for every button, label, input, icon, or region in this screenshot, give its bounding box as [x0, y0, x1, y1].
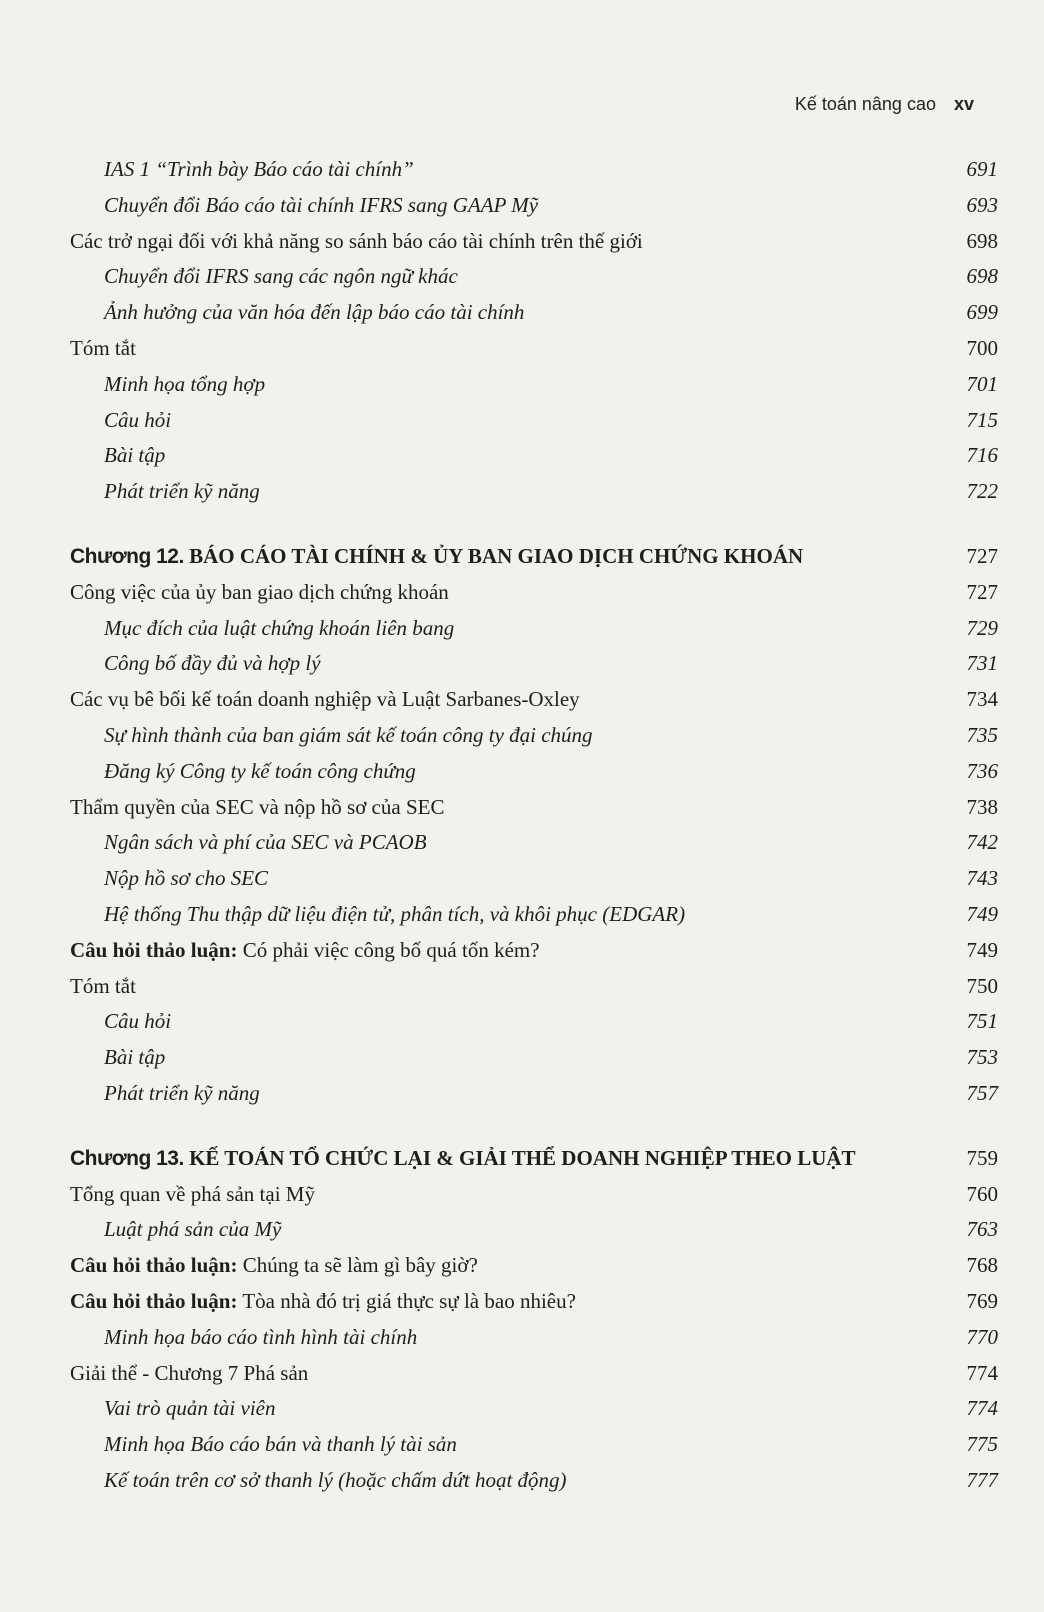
- toc-entry-main: [70, 331, 998, 367]
- toc-entry-title: [70, 575, 449, 611]
- toc-entry-title: [104, 295, 524, 331]
- entry-text: Đăng ký Công ty kế toán công chứng: [104, 758, 416, 783]
- toc-entry-title: [70, 331, 136, 367]
- entry-text: Minh họa tổng hợp: [104, 371, 266, 396]
- entry-text: Luật phá sản của Mỹ: [104, 1217, 282, 1242]
- toc-entry-sub: [70, 152, 998, 188]
- toc-entry-page: 753: [966, 1045, 998, 1070]
- toc-entry-question: [70, 1248, 998, 1284]
- toc-entry-page: 760: [966, 1181, 998, 1206]
- entry-text: Minh họa báo cáo tình hình tài chính: [104, 1324, 418, 1349]
- toc-entry-sub: [70, 1391, 998, 1427]
- toc-entry-page: 698: [966, 228, 998, 253]
- chapter-label: Chương 12.: [70, 544, 184, 568]
- toc-entry-page: 693: [966, 192, 998, 217]
- entry-text: Sự hình thành của ban giám sát kế toán công ty đại chúng: [104, 722, 593, 747]
- toc-entry-sub: [70, 188, 998, 224]
- toc-entry-title: [104, 897, 685, 933]
- toc-entry-page: 757: [966, 1080, 998, 1105]
- toc-entry-sub: [70, 1320, 998, 1356]
- toc-entry-question: [70, 1284, 998, 1320]
- toc-entry-sub: [70, 825, 998, 861]
- toc-entry-title: [70, 539, 803, 575]
- entry-text: Công việc của ủy ban giao dịch chứng khoán: [70, 579, 449, 604]
- entry-text: Bài tập: [104, 1045, 166, 1070]
- toc-entry-page: 738: [966, 794, 998, 819]
- toc-entry-page: 750: [966, 973, 998, 998]
- entry-text: Phát triển kỹ năng: [104, 1080, 260, 1105]
- toc-entry-page: 777: [966, 1467, 998, 1492]
- toc-entry-sub: [70, 1076, 998, 1112]
- toc-entry-page: 735: [966, 722, 998, 747]
- toc-entry-page: 731: [966, 651, 998, 676]
- entry-text: Có phải việc công bố quá tốn kém?: [242, 937, 540, 962]
- toc-entry-page: 701: [966, 371, 998, 396]
- entry-text: Minh họa Báo cáo bán và thanh lý tài sản: [104, 1432, 457, 1457]
- entry-text: Hệ thống Thu thập dữ liệu điện tử, phân tích, và khôi phục (EDGAR): [104, 901, 686, 926]
- toc-entry-page: 699: [966, 300, 998, 325]
- toc-entry-page: 769: [966, 1288, 998, 1313]
- toc-entry-page: 727: [966, 543, 998, 568]
- toc-entry-page: 743: [966, 866, 998, 891]
- toc-entry-sub: [70, 1040, 998, 1076]
- entry-text: Công bố đầy đủ và hợp lý: [104, 651, 321, 676]
- toc-entry-sub: [70, 754, 998, 790]
- entry-text: Câu hỏi: [104, 1009, 172, 1034]
- toc-entry-sub: [70, 367, 998, 403]
- toc-entry-chapter: [70, 539, 998, 575]
- toc-entry-title: [104, 259, 458, 295]
- entry-text: Tổng quan về phá sản tại Mỹ: [70, 1181, 315, 1206]
- toc-entry-page: 768: [966, 1253, 998, 1278]
- toc-entry-title: [70, 1356, 308, 1392]
- entry-text: Câu hỏi: [104, 407, 172, 432]
- discussion-label: Câu hỏi thảo luận:: [70, 1253, 238, 1278]
- toc-entry-page: 729: [966, 615, 998, 640]
- toc-entry-title: [70, 933, 540, 969]
- toc-entry-page: 749: [966, 937, 998, 962]
- chapter-label: Chương 13.: [70, 1146, 184, 1170]
- toc-entry-title: [104, 1076, 260, 1112]
- toc-entry-title: [104, 754, 416, 790]
- toc-entry-sub: [70, 1004, 998, 1040]
- toc-entry-main: [70, 682, 998, 718]
- toc-entry-sub: [70, 1427, 998, 1463]
- toc-entry-title: [104, 1212, 281, 1248]
- toc-entry-title: [104, 646, 321, 682]
- toc-entry-title: [104, 1391, 276, 1427]
- toc-entry-title: [70, 790, 444, 826]
- toc-entry-page: 691: [966, 157, 998, 181]
- entry-text: Chuyển đổi Báo cáo tài chính IFRS sang GAAP Mỹ: [104, 192, 539, 217]
- toc-entry-question: [70, 933, 998, 969]
- toc-entry-page: 749: [966, 901, 998, 926]
- toc-entry-title: [104, 611, 454, 647]
- entry-text: Mục đích của luật chứng khoán liên bang: [104, 615, 455, 640]
- toc-entry-sub: [70, 474, 998, 510]
- toc-entry-sub: [70, 403, 998, 439]
- toc-entry-title: [70, 969, 136, 1005]
- toc-entry-page: 716: [966, 443, 998, 468]
- toc-entry-title: [70, 682, 580, 718]
- entry-text: KẾ TOÁN TỔ CHỨC LẠI & GIẢI THỂ DOANH NGHIỆP THEO LUẬT: [189, 1145, 856, 1170]
- entry-text: Ngân sách và phí của SEC và PCAOB: [104, 830, 427, 855]
- toc-entry-page: 770: [966, 1324, 998, 1349]
- toc-entry-chapter: [70, 1141, 998, 1177]
- discussion-label: Câu hỏi thảo luận:: [70, 937, 238, 962]
- toc-entry-title: [70, 1177, 315, 1213]
- toc-entry-title: [104, 1320, 417, 1356]
- toc-entry-main: [70, 1356, 998, 1392]
- toc-entry-title: [104, 474, 260, 510]
- toc-entry-sub: [70, 295, 998, 331]
- toc-entry-title: [104, 152, 414, 188]
- toc-entry-title: [104, 438, 165, 474]
- entry-text: Bài tập: [104, 443, 166, 468]
- toc-entry-main: [70, 969, 998, 1005]
- toc-entry-sub: [70, 259, 998, 295]
- toc-entry-title: [104, 1004, 171, 1040]
- discussion-label: Câu hỏi thảo luận:: [70, 1288, 238, 1313]
- toc-entry-title: [70, 1284, 576, 1320]
- toc-entry-sub: [70, 1212, 998, 1248]
- toc-entry-page: 742: [966, 830, 998, 855]
- entry-text: Vai trò quản tài viên: [104, 1396, 276, 1421]
- toc-entry-title: [104, 1463, 567, 1499]
- toc-entry-page: 698: [966, 264, 998, 289]
- toc-entry-main: [70, 790, 998, 826]
- toc-entry-sub: [70, 646, 998, 682]
- entry-text: Các trở ngại đối với khả năng so sánh báo cáo tài chính trên thế giới: [70, 228, 643, 253]
- entry-text: Phát triển kỹ năng: [104, 479, 260, 504]
- entry-text: Giải thể - Chương 7 Phá sản: [70, 1360, 309, 1385]
- toc-entry-sub: [70, 897, 998, 933]
- toc-entry-page: 774: [966, 1396, 998, 1421]
- entry-text: Tóm tắt: [70, 973, 136, 998]
- toc-entry-main: [70, 224, 998, 260]
- toc-entry-sub: [70, 438, 998, 474]
- toc-entry-title: [104, 718, 593, 754]
- toc-entry-title: [104, 403, 171, 439]
- toc-entry-page: 734: [966, 687, 998, 712]
- toc-entry-page: 715: [966, 407, 998, 432]
- toc-entry-title: [104, 825, 427, 861]
- entry-text: Thẩm quyền của SEC và nộp hồ sơ của SEC: [70, 794, 445, 819]
- toc-entry-title: [70, 1248, 478, 1284]
- toc-entry-title: [70, 1141, 856, 1177]
- toc-entry-title: [104, 367, 265, 403]
- running-header: [795, 94, 974, 115]
- toc-entry-title: [104, 188, 538, 224]
- toc-entry-title: [104, 1040, 165, 1076]
- toc-entry-sub: [70, 611, 998, 647]
- toc-entry-title: [104, 1427, 457, 1463]
- toc-entry-page: 722: [966, 479, 998, 504]
- table-of-contents: [70, 152, 998, 1499]
- toc-entry-page: 759: [966, 1145, 998, 1170]
- entry-text: Ảnh hưởng của văn hóa đến lập báo cáo tài chính: [104, 300, 525, 325]
- entry-text: IAS 1 “Trình bày Báo cáo tài chính”: [104, 157, 414, 181]
- toc-entry-page: 751: [966, 1009, 998, 1034]
- toc-entry-sub: [70, 861, 998, 897]
- entry-text: Nộp hồ sơ cho SEC: [104, 866, 269, 891]
- toc-entry-page: 774: [966, 1360, 998, 1385]
- toc-entry-main: [70, 1177, 998, 1213]
- toc-entry-page: 736: [966, 758, 998, 783]
- entry-text: Tòa nhà đó trị giá thực sự là bao nhiêu?: [242, 1288, 576, 1313]
- toc-entry-page: 775: [966, 1432, 998, 1457]
- toc-entry-sub: [70, 718, 998, 754]
- entry-text: Chúng ta sẽ làm gì bây giờ?: [242, 1253, 478, 1278]
- toc-entry-page: 727: [966, 579, 998, 604]
- toc-entry-main: [70, 575, 998, 611]
- page-number: xv: [953, 94, 974, 114]
- toc-entry-title: [70, 224, 643, 260]
- toc-entry-page: 763: [966, 1217, 998, 1242]
- toc-entry-sub: [70, 1463, 998, 1499]
- entry-text: Kế toán trên cơ sở thanh lý (hoặc chấm dứt hoạt động): [104, 1467, 567, 1492]
- entry-text: BÁO CÁO TÀI CHÍNH & ỦY BAN GIAO DỊCH CHỨNG KHOÁN: [189, 543, 804, 568]
- toc-entry-page: 700: [966, 335, 998, 360]
- entry-text: Các vụ bê bối kế toán doanh nghiệp và Luật Sarbanes-Oxley: [70, 687, 580, 712]
- entry-text: Tóm tắt: [70, 335, 136, 360]
- entry-text: Chuyển đổi IFRS sang các ngôn ngữ khác: [104, 264, 458, 289]
- book-title: Kế toán nâng cao: [794, 94, 936, 114]
- toc-entry-title: [104, 861, 268, 897]
